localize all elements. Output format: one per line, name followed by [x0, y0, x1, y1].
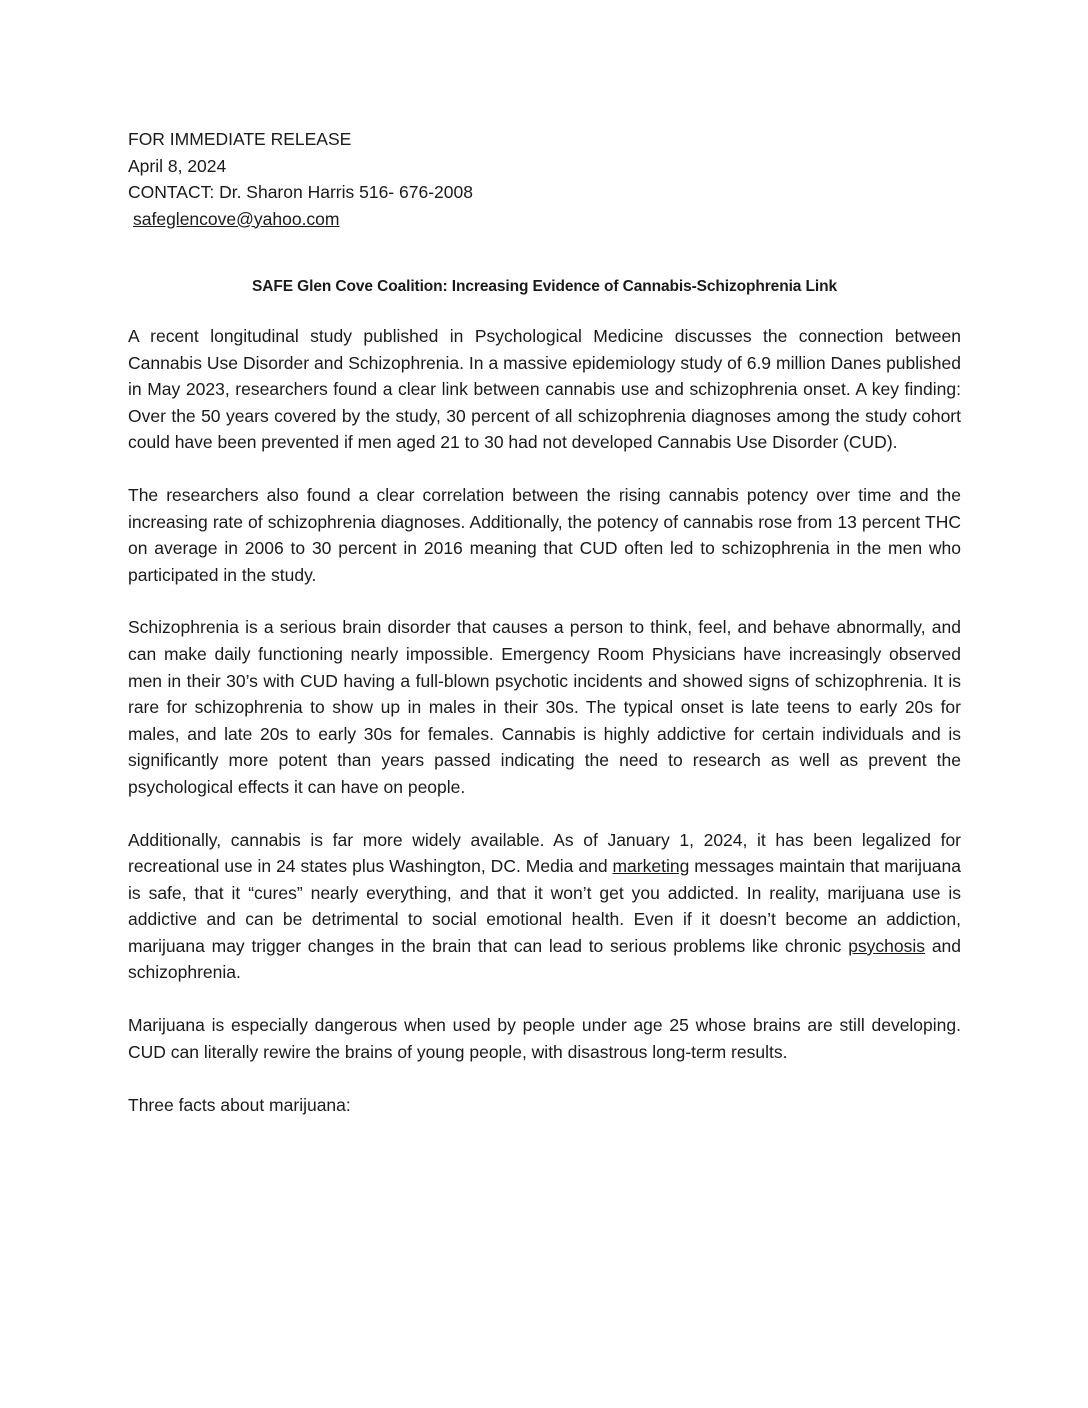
paragraph-availability-text-1: Additionally, cannabis is far more widely available. As of January 1, 2024, it has been legalized for recreational use in 24 states plus Washington, DC. Media and	[128, 829, 961, 877]
psychosis-link[interactable]: psychosis	[848, 935, 926, 956]
release-date: April 8, 2024	[128, 155, 227, 176]
contact-email-link[interactable]: safeglencove@yahoo.com	[133, 208, 340, 229]
document-content	[128, 126, 961, 1119]
headline: SAFE Glen Cove Coalition: Increasing Evidence of Cannabis-Schizophrenia Link	[252, 278, 837, 295]
press-release-header	[128, 126, 961, 232]
paragraph-availability-text-3: and schizophrenia.	[128, 935, 962, 983]
paragraph-young-people: Marijuana is especially dangerous when used by people under age 25 whose brains are still developing. CUD can literally rewire the brains of young people, with disastrous long-term results.	[128, 1015, 961, 1062]
paragraph-schizophrenia-description: Schizophrenia is a serious brain disorder that causes a person to think, feel, and behave abnormally, and can make daily functioning nearly impossible. Emergency Room Physicians have increasingly observed men in their 30’s with CUD having a full-blown psychotic incidents and showed signs of schizophrenia. It is rare for schizophrenia to show up in males in their 30s. The typical onset is late teens to early 20s for males, and late 20s to early 30s for females. Cannabis is highly addictive for certain individuals and is significantly more potent than years passed indicating the need to research as well as prevent the psychological effects it can have on people.	[128, 617, 961, 797]
paragraph-potency-correlation: The researchers also found a clear correlation between the rising cannabis potency over time and the increasing rate of schizophrenia diagnoses. Additionally, the potency of cannabis rose from 13 percent THC on average in 2006 to 30 percent in 2016 meaning that CUD often led to schizophrenia in the men who participated in the study.	[128, 484, 961, 585]
marketing-link[interactable]: marketing	[612, 856, 690, 877]
release-label: FOR IMMEDIATE RELEASE	[128, 129, 352, 149]
paragraph-facts-intro: Three facts about marijuana:	[128, 1095, 351, 1116]
email-line	[128, 206, 961, 233]
contact-line: CONTACT: Dr. Sharon Harris 516- 676-2008	[128, 182, 473, 202]
paragraph-availability	[128, 827, 961, 987]
paragraph-study-overview: A recent longitudinal study published in Psychological Medicine discusses the connection between Cannabis Use Disorder and Schizophrenia. In a massive epidemiology study of 6.9 million Danes published in May 2023, researchers found a clear link between cannabis use and schizophrenia onset. A key finding: Over the 50 years covered by the study, 30 percent of all schizophrenia diagnoses among the study cohort could have been prevented if men aged 21 to 30 had not developed Cannabis Use Disorder (CUD).	[128, 326, 961, 453]
paragraph-availability-text-2: messages maintain that marijuana is safe, that it “cures” nearly everything, and that it won’t get you addicted. In reality, marijuana use is addictive and can be detrimental to social emotional health. Even if it doesn’t become an addiction, marijuana may trigger changes in the brain that can lead to serious problems like chronic	[128, 856, 961, 956]
